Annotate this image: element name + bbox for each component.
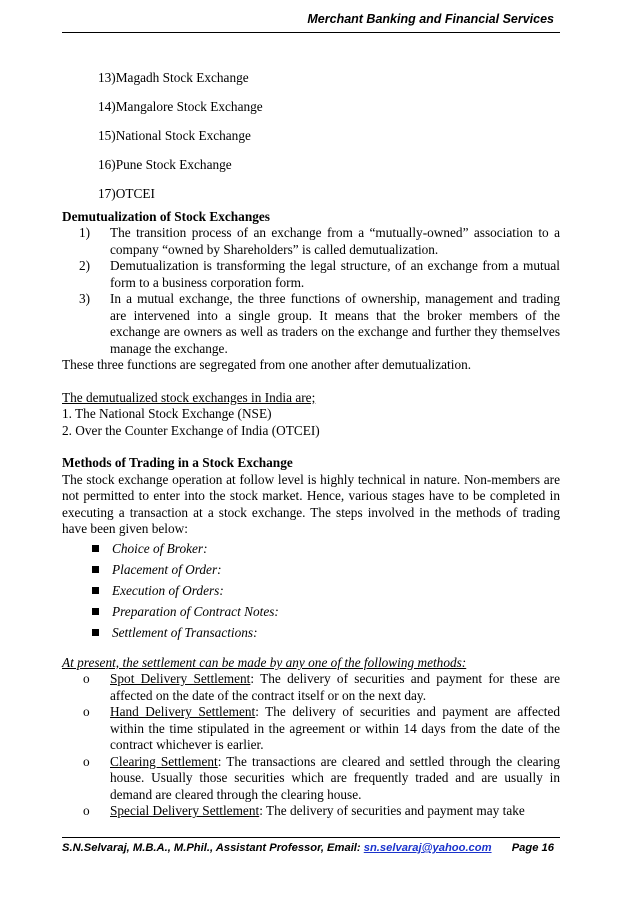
trading-paragraph: The stock exchange operation at follow level is highly technical in nature. Non-members are not permitted to enter into the stock market. Hence, various stages have to be completed in executing a transaction at a stock exchange. The steps involved in the methods of trading have been given below:	[62, 471, 560, 537]
exchange-item: 13)Magadh Stock Exchange	[98, 70, 249, 85]
settlement-title: Clearing Settlement	[110, 753, 218, 769]
page-footer	[62, 837, 560, 858]
step-text: Choice of Broker:	[112, 540, 208, 556]
footer-author-text: S.N.Selvaraj, M.B.A., M.Phil., Assistant Professor, Email:	[62, 842, 364, 854]
exchange-item: 17)OTCEI	[98, 186, 155, 202]
settlement-text: : The delivery of securities and payment for these are affected on the date of the contract itself or on the next day.	[110, 671, 560, 703]
square-bullet-icon	[92, 608, 99, 615]
list-item	[62, 291, 560, 357]
footer-email-link[interactable]: sn.selvaraj@yahoo.com	[363, 842, 492, 854]
trading-steps	[62, 538, 560, 643]
demutualized-heading: The demutualized stock exchanges in India are;	[62, 389, 316, 405]
demutualization-heading: Demutualization of Stock Exchanges	[62, 208, 270, 224]
settlement-text: : The delivery of securities and payment are affected within the time stipulated in the agreement or within 14 days from the date of the contract whichever is earlier.	[110, 704, 560, 753]
settlement-heading: At present, the settlement can be made by any one of the following methods:	[62, 654, 467, 670]
circle-bullet-icon: o	[83, 671, 90, 687]
exchange-item: 16)Pune Stock Exchange	[98, 157, 232, 173]
square-bullet-icon	[92, 545, 99, 552]
circle-bullet-icon: o	[83, 704, 90, 720]
settlement-item	[62, 803, 560, 820]
settlement-methods	[62, 671, 560, 820]
list-text: The transition process of an exchange from a “mutually-owned” association to a company “owned by Shareholders” is called demutualization.	[110, 225, 560, 257]
header-title: Merchant Banking and Financial Services	[307, 12, 554, 26]
exchange-item: 14)Mangalore Stock Exchange	[98, 99, 263, 115]
list-item	[62, 258, 560, 291]
footer-author	[62, 842, 492, 854]
square-bullet-icon	[92, 629, 99, 636]
settlement-text: : The delivery of securities and payment may take	[259, 803, 525, 819]
step-item	[62, 622, 560, 643]
step-item	[62, 559, 560, 580]
settlement-title: Hand Delivery Settlement	[110, 704, 256, 720]
circle-bullet-icon: o	[83, 803, 90, 819]
settlement-text: : The transactions are cleared and settled through the clearing house. Usually those securities which are frequently traded and are usually in demand are cleared through the clearing house.	[110, 753, 560, 802]
trading-heading: Methods of Trading in a Stock Exchange	[62, 455, 293, 471]
page-header	[62, 10, 560, 33]
demutualized-item: 2. Over the Counter Exchange of India (OTCEI)	[62, 422, 320, 438]
step-item	[62, 601, 560, 622]
demutualized-item: 1. The National Stock Exchange (NSE)	[62, 406, 272, 422]
settlement-item	[62, 754, 560, 804]
step-item	[62, 538, 560, 559]
exchange-item: 15)National Stock Exchange	[98, 128, 251, 144]
circle-bullet-icon: o	[83, 753, 90, 769]
step-item	[62, 580, 560, 601]
settlement-title: Spot Delivery Settlement	[110, 671, 251, 687]
settlement-title: Special Delivery Settlement	[110, 803, 260, 819]
square-bullet-icon	[92, 566, 99, 573]
demutualization-closing: These three functions are segregated from one another after demutualization.	[62, 357, 472, 373]
demutualization-points	[62, 225, 560, 357]
step-text: Settlement of Transactions:	[112, 624, 258, 640]
settlement-item	[62, 671, 560, 704]
footer-page-number: Page 16	[511, 842, 554, 854]
list-number: 3)	[79, 291, 91, 307]
step-text: Placement of Order:	[112, 561, 222, 577]
list-item	[62, 225, 560, 258]
square-bullet-icon	[92, 587, 99, 594]
page-body	[62, 70, 560, 820]
exchange-list	[62, 70, 560, 203]
list-number: 2)	[79, 258, 91, 274]
step-text: Preparation of Contract Notes:	[112, 603, 279, 619]
list-text: In a mutual exchange, the three functions of ownership, management and trading are intervened into a single group. It means that the broker members of the exchange are owners as well as traders on the exchange and further they themselves manage the exchange.	[110, 291, 560, 356]
list-number: 1)	[79, 225, 91, 241]
settlement-item	[62, 704, 560, 754]
list-text: Demutualization is transforming the legal structure, of an exchange from a mutual form to a business corporation form.	[110, 258, 560, 290]
step-text: Execution of Orders:	[112, 582, 224, 598]
